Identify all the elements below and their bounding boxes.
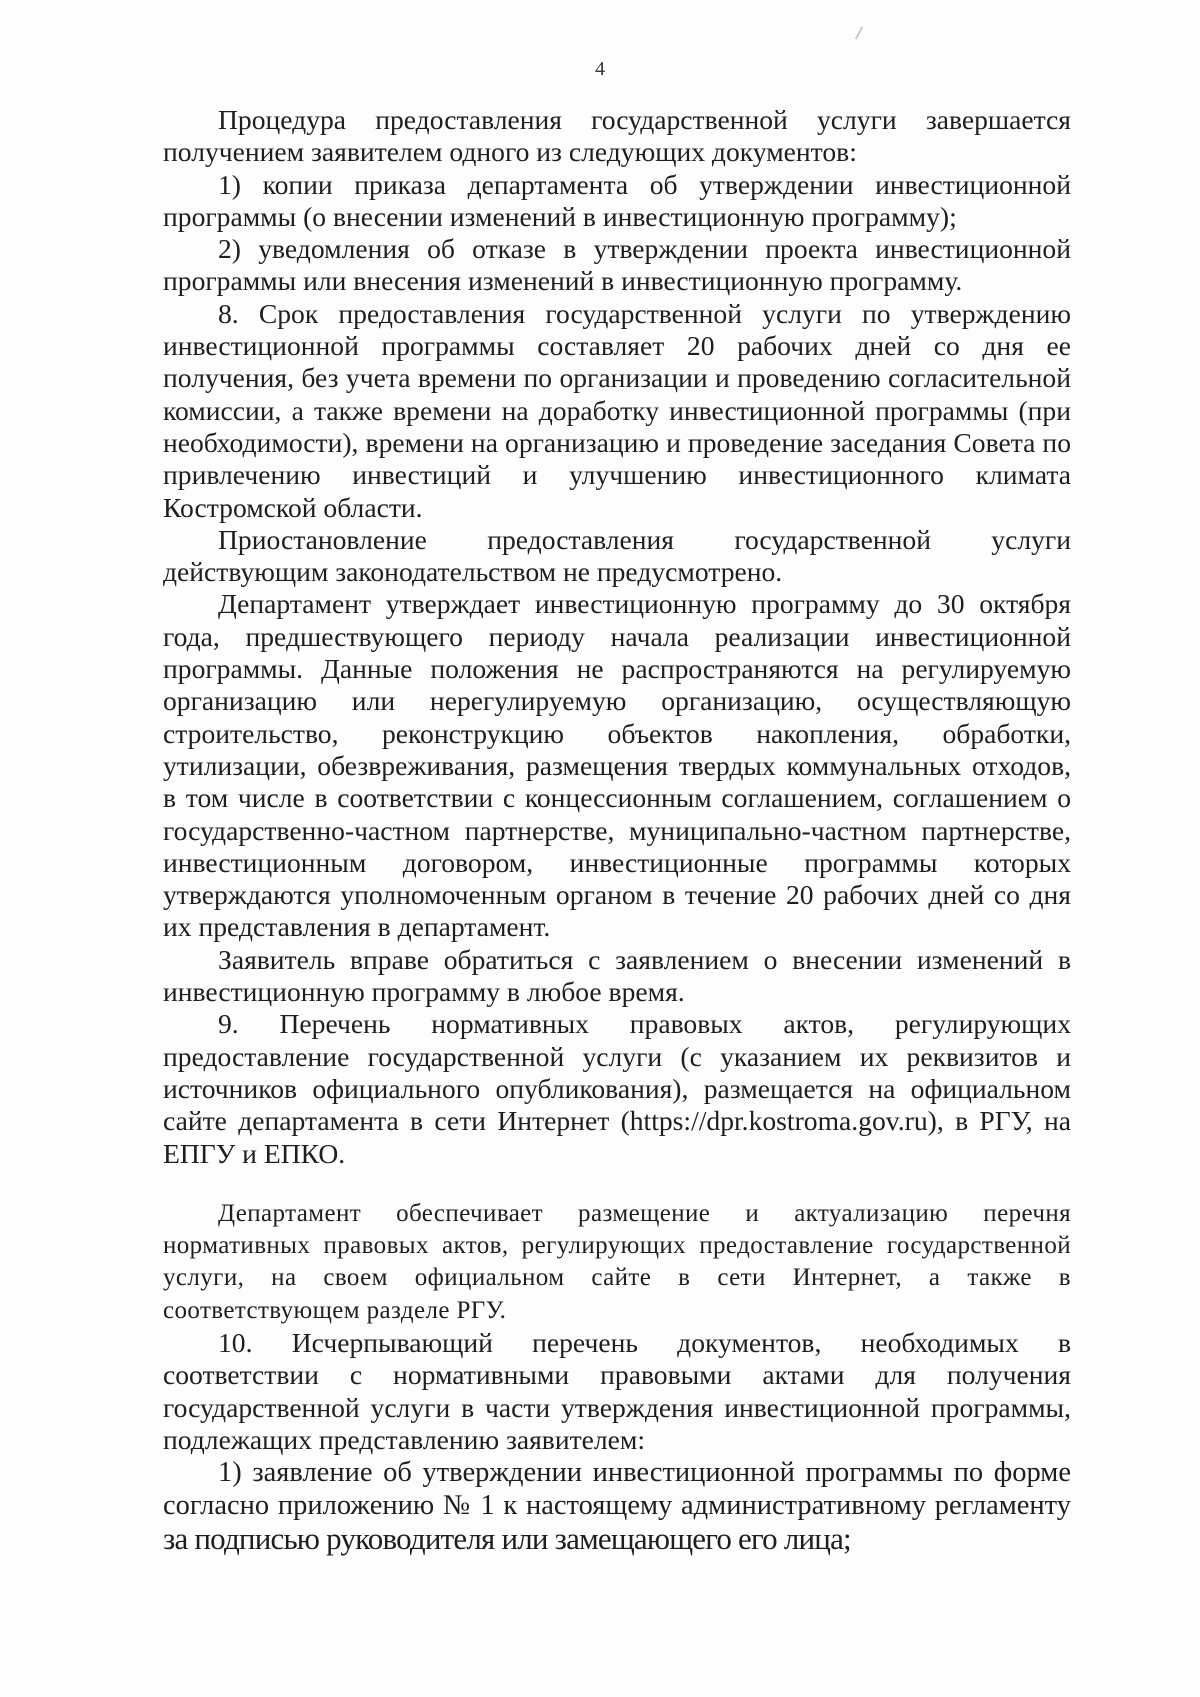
paragraph-section-10-documents: 10. Исчерпывающий перечень документов, необходимых в соответствии с нормативными правовыми актами для получения государственной услуги в части утверждения инвестиционной программы, подлежащих представлению заявителем: [163, 1326, 1071, 1455]
document-body [163, 104, 1071, 1557]
paragraph-approval-deadline: Департамент утверждает инвестиционную программу до 30 октября года, предшествующего периоду начала реализации инвестиционной программы. Данные положения не распространяются на регулируемую организацию или нерегулируемую организацию, осуществляющую строительство, реконструкцию объектов накопления, обработки, утилизации, обезвреживания, размещения твердых коммунальных отходов, в том числе в соответствии с концессионным соглашением, соглашением о государственно-частном партнерстве, муниципально-частном партнерстве, инвестиционным договором, инвестиционные программы которых утверждаются уполномоченным органом в течение 20 рабочих дней со дня их представления в департамент. [163, 588, 1071, 943]
paragraph-department-updates: Департамент обеспечивает размещение и актуализацию перечня нормативных правовых актов, регулирующих предоставление государственной услуги, на своем официальном сайте в сети Интернет, а также в соответствующем разделе РГУ. [163, 1199, 1071, 1324]
paragraph-applicant-right: Заявитель вправе обратиться с заявлением о внесении изменений в инвестиционную программу в любое время. [163, 943, 1071, 1008]
scan-artifact [855, 26, 863, 39]
paragraph-procedure-completion: Процедура предоставления государственной услуги завершается получением заявителем одного из следующих документов: [163, 104, 1071, 168]
paragraph-item-application [163, 1456, 1071, 1557]
application-signature-text: за подписью руководителя или замещающего его лица; [163, 1521, 851, 1557]
paragraph-suspension: Приостановление предоставления государственной услуги действующим законодательством не предусмотрено. [163, 523, 1071, 588]
paragraph-item-order-copy: 1) копии приказа департамента об утверждении инвестиционной программы (о внесении изменений в инвестиционную программу); [163, 168, 1071, 232]
page-number: 4 [595, 58, 605, 80]
paragraph-item-refusal-notice: 2) уведомления об отказе в утверждении проекта инвестиционной программы или внесения изменений в инвестиционную программу. [163, 233, 1071, 297]
paragraph-section-9-legal-acts: 9. Перечень нормативных правовых актов, регулирующих предоставление государственной услуги (с указанием их реквизитов и источников официального опубликования), размещается на официальном сайте департамента в сети Интернет (https://dpr.kostroma.gov.ru), в РГУ, на ЕПГУ и ЕПКО. [163, 1008, 1071, 1169]
application-text: 1) заявление об утверждении инвестиционной программы по форме согласно приложению № 1 к настоящему административному регламенту [163, 1457, 1071, 1522]
paragraph-section-8-term: 8. Срок предоставления государственной услуги по утверждению инвестиционной программы составляет 20 рабочих дней со дня ее получения, без учета времени по организации и проведению согласительной комиссии, а также времени на доработку инвестиционной программы (при необходимости), времени на организацию и проведение заседания Совета по привлечению инвестиций и улучшению инвестиционного климата Костромской области. [163, 297, 1071, 523]
